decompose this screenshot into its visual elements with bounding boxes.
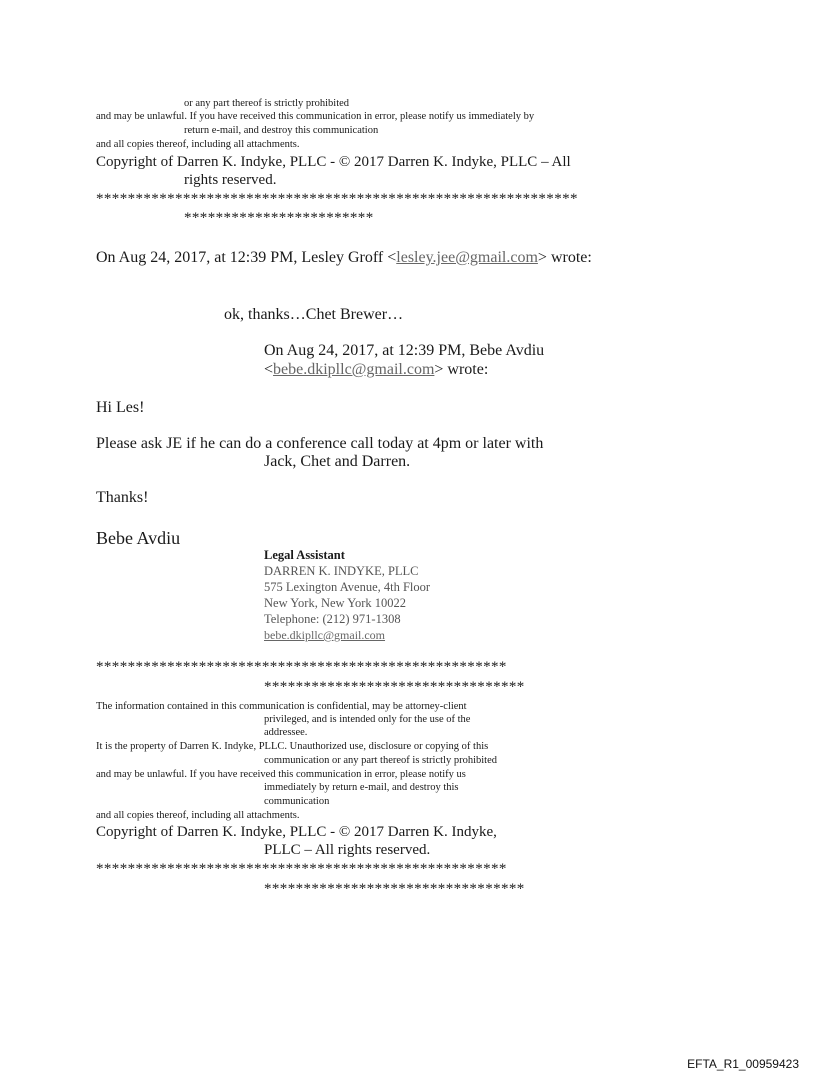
disclaimer-line: and all copies thereof, including all attachments.	[96, 810, 300, 821]
separator-stars: *********************************	[264, 679, 525, 695]
signature-title: Legal Assistant	[264, 548, 345, 562]
signature-name: Bebe Avdiu	[96, 528, 181, 548]
signature-address: 575 Lexington Avenue, 4th Floor	[264, 580, 431, 594]
disclaimer-line: immediately by return e-mail, and destroy this	[264, 782, 459, 793]
email-link[interactable]: lesley.jee@gmail.com	[396, 249, 538, 266]
copyright-line: PLLC – All rights reserved.	[264, 842, 431, 858]
disclaimer-line: addressee.	[264, 727, 308, 738]
disclaimer-line: and may be unlawful. If you have received this communication in error, please notify us immediately by	[96, 111, 535, 122]
quote-suffix: > wrote:	[537, 249, 592, 266]
disclaimer-line: privileged, and is intended only for the use of the	[264, 714, 471, 725]
disclaimer-line: and may be unlawful. If you have received this communication in error, please notify us	[96, 769, 466, 780]
signature-phone: Telephone: (212) 971-1308	[264, 612, 401, 626]
separator-stars: ****************************************************	[96, 861, 507, 877]
separator-stars: *********************************	[264, 881, 525, 897]
quote-prefix: On Aug 24, 2017, at 12:39 PM, Lesley Groff <	[96, 249, 397, 266]
reply-text: ok, thanks…Chet Brewer…	[224, 306, 404, 323]
separator-stars: ****************************************************	[96, 659, 507, 675]
disclaimer-line: communication	[264, 796, 330, 807]
message-body: Jack, Chet and Darren.	[264, 453, 411, 470]
copyright-line: Copyright of Darren K. Indyke, PLLC - © 2017 Darren K. Indyke, PLLC – All	[96, 154, 571, 170]
disclaimer-line: The information contained in this communication is confidential, may be attorney-client	[96, 701, 467, 712]
disclaimer-line: communication or any part thereof is strictly prohibited	[264, 755, 497, 766]
quote-header-lesley	[96, 248, 592, 267]
quote-header-bebe-email	[264, 360, 488, 379]
separator-stars: *************************************************************	[96, 191, 578, 207]
thanks: Thanks!	[96, 489, 149, 506]
disclaimer-line: and all copies thereof, including all attachments.	[96, 139, 300, 150]
lt-char: <	[264, 361, 274, 378]
quote-suffix: > wrote:	[434, 361, 489, 378]
greeting: Hi Les!	[96, 399, 145, 416]
document-id: EFTA_R1_00959423	[687, 1057, 799, 1071]
quote-header-bebe: On Aug 24, 2017, at 12:39 PM, Bebe Avdiu	[264, 342, 545, 359]
signature-firm: DARREN K. INDYKE, PLLC	[264, 564, 419, 578]
disclaimer-line: return e-mail, and destroy this communication	[184, 125, 379, 136]
disclaimer-line: or any part thereof is strictly prohibited	[184, 98, 350, 109]
message-body: Please ask JE if he can do a conference call today at 4pm or later with	[96, 435, 544, 452]
separator-stars: ************************	[184, 210, 374, 226]
email-link[interactable]: bebe.dkipllc@gmail.com	[273, 361, 435, 378]
signature-email-link[interactable]: bebe.dkipllc@gmail.com	[264, 628, 386, 642]
disclaimer-line: It is the property of Darren K. Indyke, PLLC. Unauthorized use, disclosure or copying of this	[96, 741, 489, 752]
copyright-line: Copyright of Darren K. Indyke, PLLC - © 2017 Darren K. Indyke,	[96, 824, 497, 840]
signature-address: New York, New York 10022	[264, 596, 407, 610]
copyright-line: rights reserved.	[184, 172, 277, 188]
